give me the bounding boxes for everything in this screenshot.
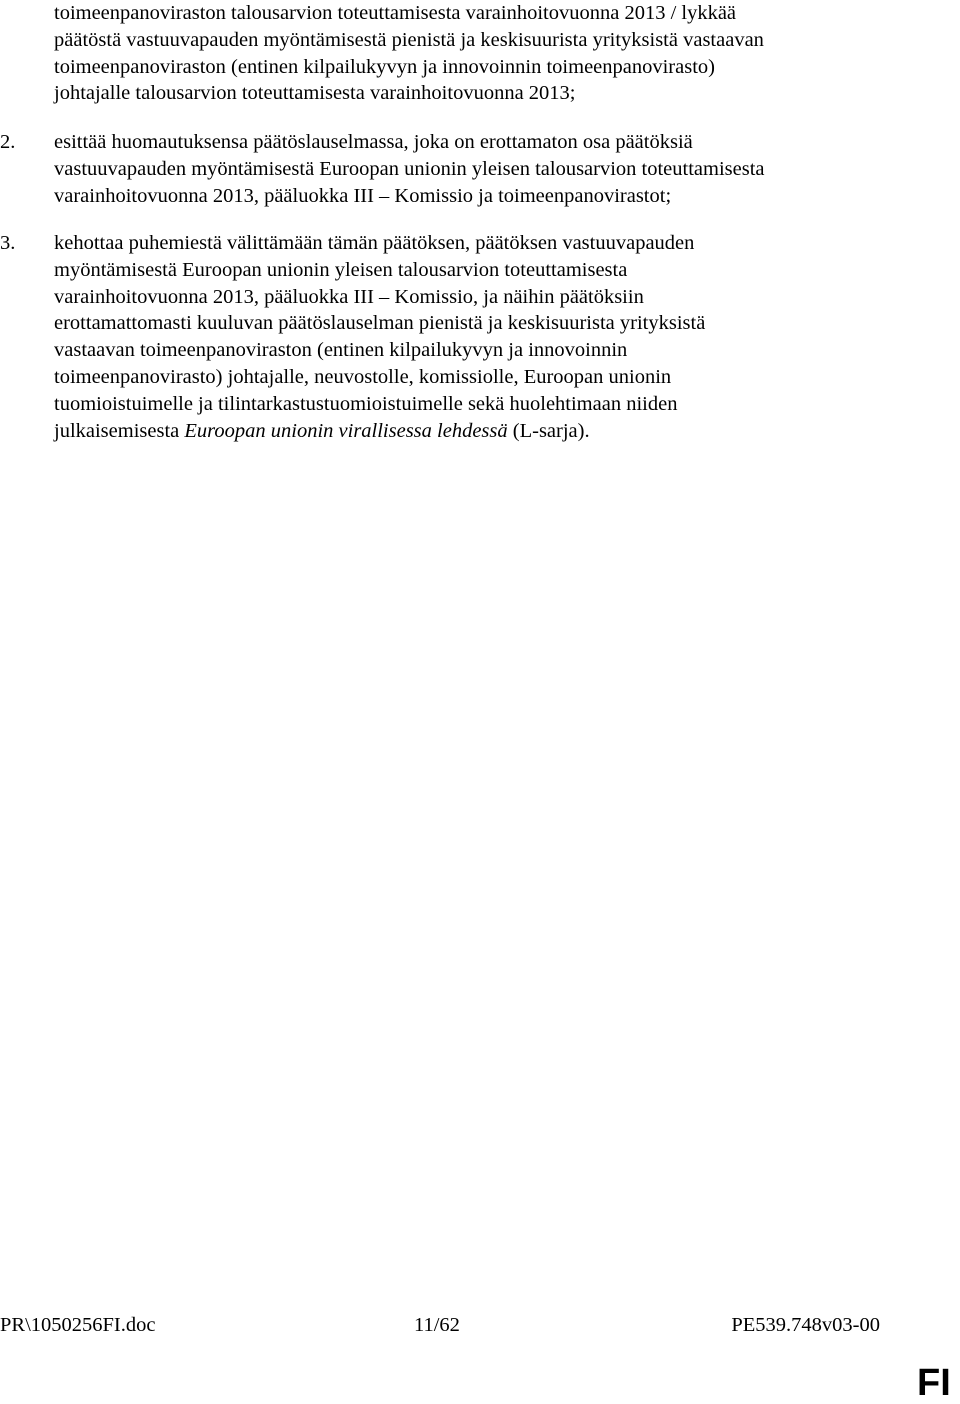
text-line: toimeenpanoviraston talousarvion toteuttamisesta varainhoitovuonna 2013 / lykkää xyxy=(54,2,737,24)
text-fragment: (L-sarja). xyxy=(507,419,590,442)
continuation-paragraph xyxy=(54,0,874,107)
text-line: erottamattomasti kuuluvan päätöslauselman pienistä ja keskisuurista yrityksistä xyxy=(54,312,706,335)
text-line: toimeenpanoviraston (entinen kilpailukyvyn ja innovoinnin toimeenpanovirasto) xyxy=(54,55,715,78)
text-line: päätöstä vastuuvapauden myöntämisestä pienistä ja keskisuurista yrityksistä vastaavan xyxy=(54,28,764,51)
text-line: esittää huomautuksensa päätöslauselmassa, joka on erottamaton osa päätöksiä xyxy=(54,131,693,153)
item-number: 3. xyxy=(0,232,16,254)
item-body xyxy=(54,129,874,209)
item-body xyxy=(54,230,874,444)
text-line: toimeenpanovirasto) johtajalle, neuvostolle, komissiolle, Euroopan unionin xyxy=(54,365,672,388)
footer-page-number: 11/62 xyxy=(414,1314,460,1336)
journal-title: Euroopan unionin virallisessa lehdessä xyxy=(184,419,508,442)
text-line: myöntämisestä Euroopan unionin yleisen talousarvion toteuttamisesta xyxy=(54,258,628,281)
text-line: kehottaa puhemiestä välittämään tämän päätöksen, päätöksen vastuuvapauden xyxy=(54,232,695,254)
language-code: FI xyxy=(917,1362,951,1404)
text-line-last xyxy=(54,418,874,445)
text-fragment: julkaisemisesta xyxy=(54,419,185,442)
text-line: varainhoitovuonna 2013, pääluokka III – Komissio ja toimeenpanovirastot; xyxy=(54,184,672,207)
item-number: 2. xyxy=(0,131,16,153)
text-line: vastaavan toimeenpanoviraston (entinen kilpailukyvyn ja innovoinnin xyxy=(54,339,628,362)
text-line: varainhoitovuonna 2013, pääluokka III – Komissio, ja näihin päätöksiin xyxy=(54,285,644,308)
text-line: johtajalle talousarvion toteuttamisesta varainhoitovuonna 2013; xyxy=(54,82,576,105)
text-line: tuomioistuimelle ja tilintarkastustuomioistuimelle sekä huolehtimaan niiden xyxy=(54,392,678,415)
footer-pe-reference: PE539.748v03-00 xyxy=(731,1314,880,1336)
text-line: vastuuvapauden myöntämisestä Euroopan unionin yleisen talousarvion toteuttamisesta xyxy=(54,157,765,180)
footer-document-reference: PR\1050256FI.doc xyxy=(0,1314,156,1336)
page-footer xyxy=(0,1313,880,1337)
